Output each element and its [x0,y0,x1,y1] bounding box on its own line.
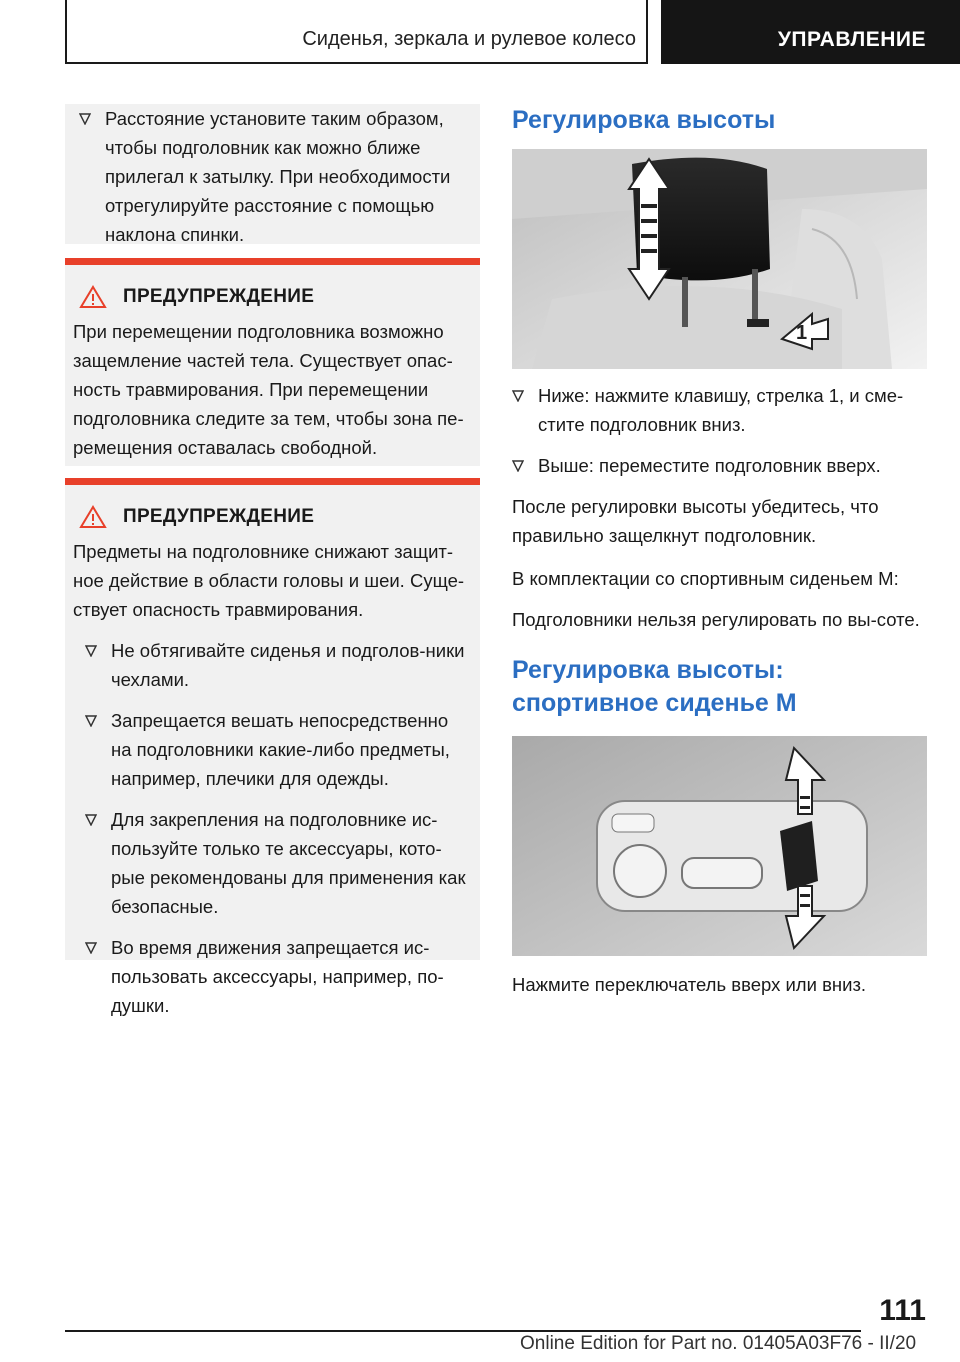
warning-title: ПРЕДУПРЕЖДЕНИЕ [123,286,315,307]
header-chapter-box [661,0,960,64]
right-column [512,104,927,999]
list-item [512,381,927,439]
list-item-text: Расстояние установите таким образом, чтобы подголовник как можно ближе прилегал к затылку. При необходимости отрегулируйте расстояние с помощью наклона спинки. [105,108,451,245]
section-title: Сиденья, зеркала и рулевое колесо [302,28,636,50]
header-section-box [65,0,648,64]
paragraph: После регулировки высоты убедитесь, что правильно защелкнут подголовник. [512,496,879,546]
page-header [0,0,960,68]
left-column [65,104,480,1016]
seat-switch-illustration [512,736,927,956]
section-heading-line2: спортивное сиденье M [512,689,797,717]
section-heading: Регулировка высоты [512,106,776,134]
bullet-triangle-icon [85,933,111,958]
paragraph: Подголовники нельзя регулировать по вы-соте. [512,609,920,630]
list-item [79,104,466,249]
bullet-triangle-icon [85,805,111,830]
list-item-text: Не обтягивайте сиденья и подголов-ники чехлами. [111,640,465,690]
list-item [85,636,470,694]
list-item [85,706,470,793]
info-box-top [65,104,480,244]
paragraph: В комплектации со спортивным сиденьем M: [512,568,899,589]
list-item-text: Во время движения запрещается ис-пользовать аксессуары, например, по-душки. [111,937,444,1016]
warning-title: ПРЕДУПРЕЖДЕНИЕ [123,506,315,527]
warning-triangle-icon [79,285,107,309]
list-item [85,933,470,1020]
bullet-triangle-icon [512,451,538,476]
headrest-figure [512,149,927,369]
warning-title-row [73,285,470,309]
warning-box-2 [65,478,480,1016]
chapter-title: УПРАВЛЕНИЕ [777,28,926,51]
warning-box-1 [65,258,480,466]
footer-divider [65,1330,861,1332]
warning-title-row [73,505,470,529]
warning-text: При перемещении подголовника возможно защемление частей тела. Существует опас-ность травмирования. При перемещении подголовника следите за тем, чтобы зона пе-ремещения оставалась свободной. [73,321,464,458]
list-item-text: Ниже: нажмите клавишу, стрелка 1, и сме-стите подголовник вниз. [538,385,904,435]
warning-text: Предметы на подголовнике снижают защит-ное действие в области головы и шеи. Суще-ствует опасность травмирования. [73,541,465,620]
headrest-illustration [512,149,927,369]
bullet-triangle-icon [512,381,538,406]
footer-edition: Online Edition for Part no. 01405A03F76 - II/20 [520,1333,917,1354]
figure-caption: Нажмите переключатель вверх или вниз. [512,974,867,995]
list-item-text: Выше: переместите подголовник вверх. [538,455,881,476]
list-item [85,805,470,921]
list-item [512,451,927,480]
page-number: 111 [879,1294,926,1327]
warning-triangle-icon [79,505,107,529]
callout-1: 1 [796,322,808,344]
seat-switch-figure [512,736,927,956]
list-item-text: Запрещается вешать непосредственно на подголовники какие-либо предметы, например, плечики для одежды. [111,710,450,789]
bullet-triangle-icon [85,636,111,661]
list-item-text: Для закрепления на подголовнике ис-пользуйте только те аксессуары, кото-рые рекомендованы для применения как безопасные. [111,809,466,917]
bullet-triangle-icon [79,104,105,129]
section-heading-line1: Регулировка высоты: [512,656,784,684]
bullet-triangle-icon [85,706,111,731]
